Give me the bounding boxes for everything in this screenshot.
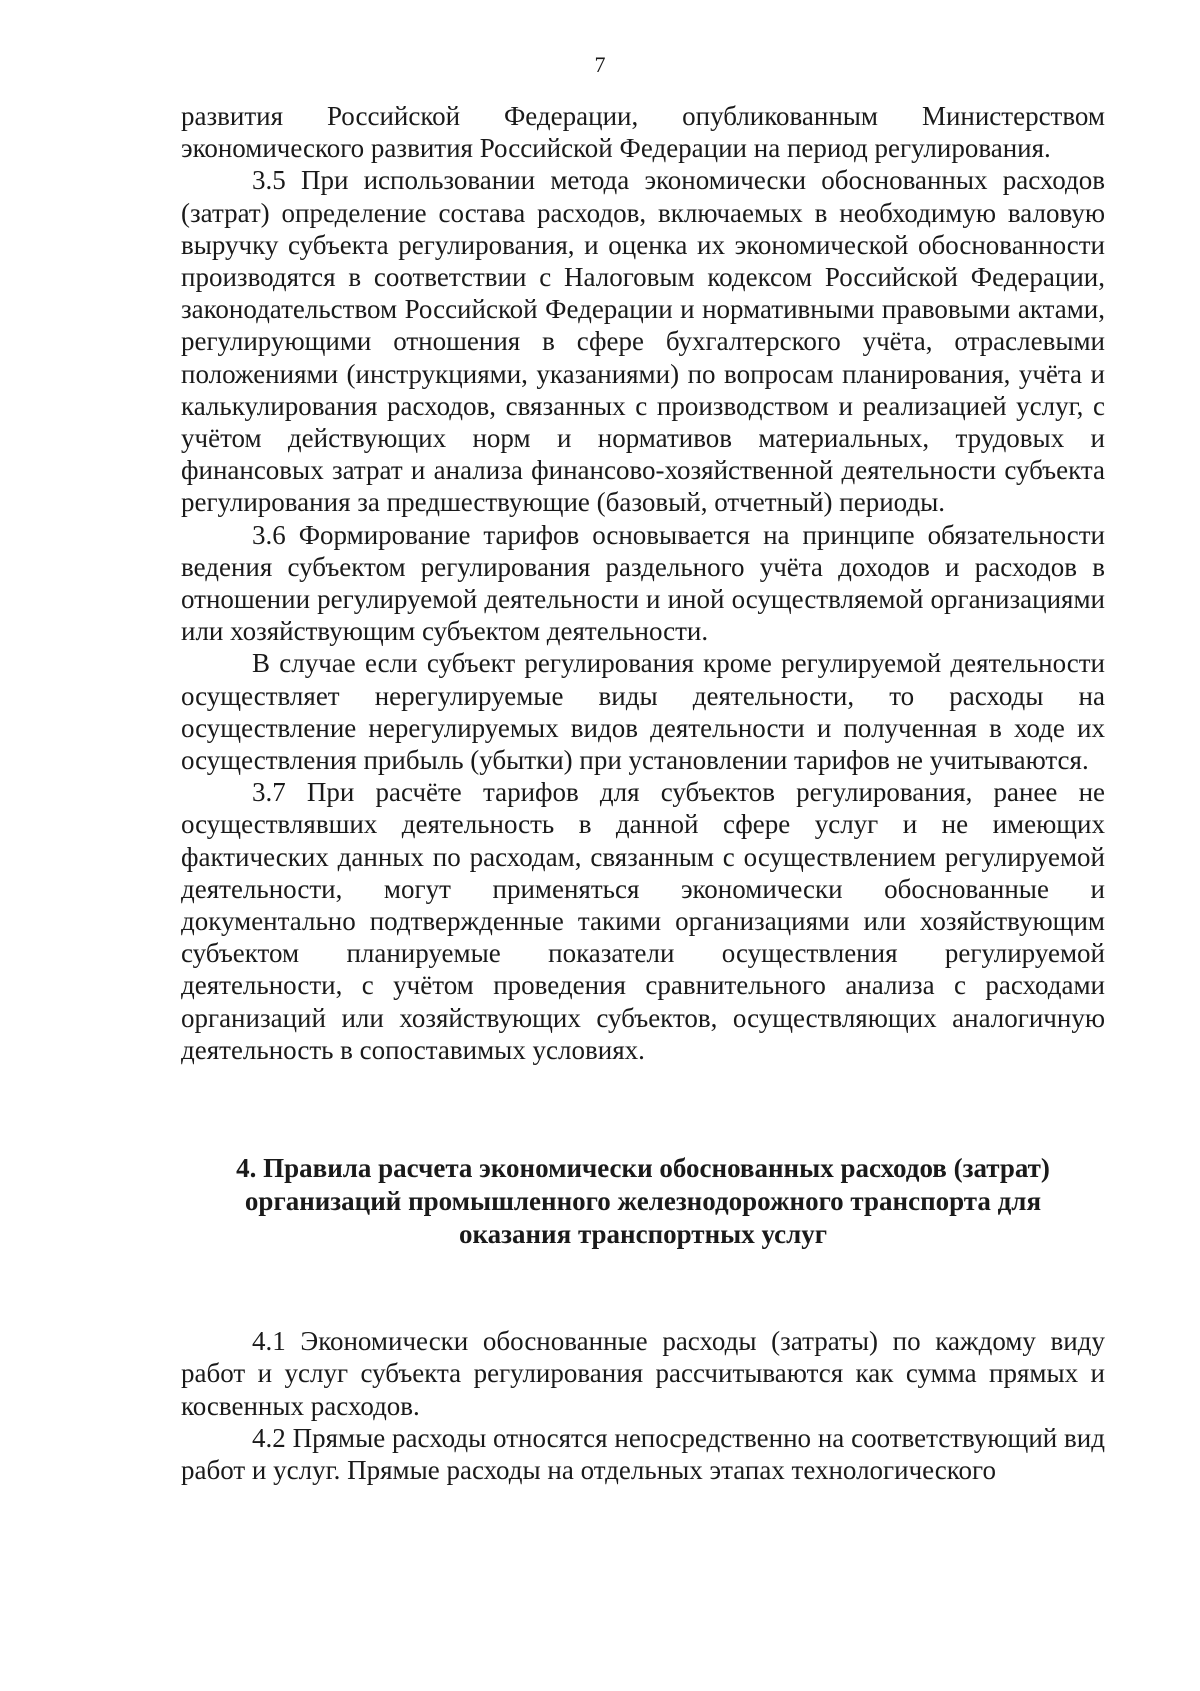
section-heading-line-2: организаций промышленного железнодорожного транспорта для (244, 1186, 1042, 1217)
paragraph-3-7: 3.7 При расчёте тарифов для субъектов регулирования, ранее не осуществлявших деятельность в данной сфере услуг и не имеющих фактических данных по расходам, связанным с осуществлением регулируемой деятельности, могут применяться экономически обоснованные и документально подтвержденные такими организациями или хозяйствующим субъектом планируемые показатели осуществления регулируемой деятельности, с учётом проведения сравнительного анализа с расходами организаций или хозяйствующих субъектов, осуществляющих аналогичную деятельность в сопоставимых условиях. (181, 777, 1105, 1065)
paragraph-4-2: 4.2 Прямые расходы относятся непосредственно на соответствующий вид работ и услуг. Прямые расходы на отдельных этапах технологического (181, 1422, 1105, 1485)
paragraph-3-5: 3.5 При использовании метода экономически обоснованных расходов (затрат) определение состава расходов, включаемых в необходимую валовую выручку субъекта регулирования, и оценка их экономической обоснованности производятся в соответствии с Налоговым кодексом Российской Федерации, законодательством Российской Федерации и нормативными правовыми актами, регулирующими отношения в сфере бухгалтерского учёта, отраслевыми положениями (инструкциями, указаниями) по вопросам планирования, учёта и калькулирования расходов, связанных с производством и реализацией услуг, с учётом действующих норм и нормативов материальных, трудовых и финансовых затрат и анализа финансово-хозяйственной деятельности субъекта регулирования за предшествующие (базовый, отчетный) периоды. (181, 165, 1105, 518)
section-heading-line-1: 4. Правила расчета экономически обоснованных расходов (затрат) (236, 1153, 1050, 1184)
document-body (181, 100, 1105, 1486)
paragraph-3-6-unregulated: В случае если субъект регулирования кроме регулируемой деятельности осуществляет нерегулируемые виды деятельности, то расходы на осуществление нерегулируемых видов деятельности и полученная в ходе их осуществления прибыль (убытки) при установлении тарифов не учитываются. (181, 648, 1105, 776)
page-number: 7 (594, 52, 606, 77)
section-heading (181, 1152, 1105, 1251)
paragraph-continuation: развития Российской Федерации, опубликованным Министерством экономического развития Российской Федерации на период регулирования. (181, 101, 1105, 164)
section-heading-line-3: оказания транспортных услуг (458, 1219, 828, 1250)
paragraph-4-1: 4.1 Экономически обоснованные расходы (затраты) по каждому виду работ и услуг субъекта регулирования рассчитываются как сумма прямых и косвенных расходов. (181, 1326, 1105, 1421)
paragraph-3-6: 3.6 Формирование тарифов основывается на принципе обязательности ведения субъектом регулирования раздельного учёта доходов и расходов в отношении регулируемой деятельности и иной осуществляемой организациями или хозяйствующим субъектом деятельности. (181, 519, 1105, 647)
